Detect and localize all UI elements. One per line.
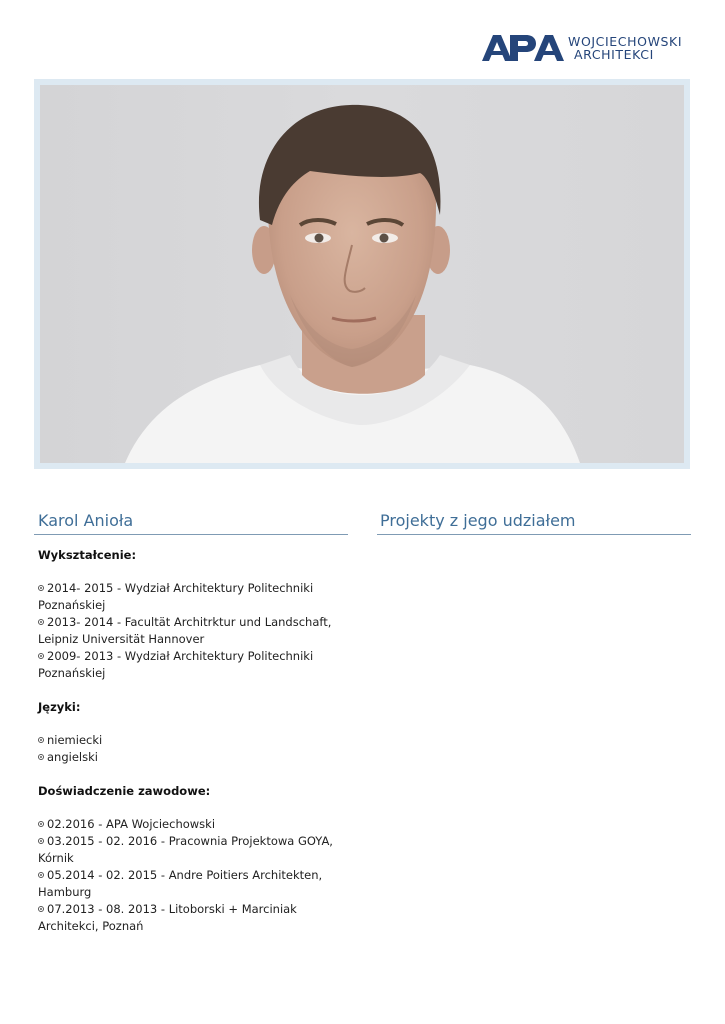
list-item: 2014- 2015 - Wydział Architektury Politechniki Poznańskiej <box>38 581 314 612</box>
projects-column <box>377 511 691 535</box>
experience-list <box>38 816 348 935</box>
languages-list <box>38 732 348 766</box>
bullet-icon <box>38 821 44 827</box>
bullet-icon <box>38 838 44 844</box>
person-name: Karol Anioła <box>34 511 348 535</box>
projects-heading: Projekty z jego udziałem <box>377 511 691 535</box>
list-item: 07.2013 - 08. 2013 - Litoborski + Marciniak Architekci, Poznań <box>38 902 297 933</box>
cv-column <box>38 511 348 935</box>
bullet-icon <box>38 737 44 743</box>
logo-line-1: WOJCIECHOWSKI <box>568 34 683 49</box>
bullet-icon <box>38 872 44 878</box>
education-title: Wykształcenie: <box>38 548 137 562</box>
experience-title: Doświadczenie zawodowe: <box>38 784 211 798</box>
bullet-icon <box>38 653 44 659</box>
portrait-frame <box>34 79 690 469</box>
list-item: 02.2016 - APA Wojciechowski <box>38 816 348 833</box>
apa-logo-mark <box>482 34 564 62</box>
bullet-icon <box>38 754 44 760</box>
list-item: angielski <box>38 749 348 766</box>
logo-line-2: ARCHITEKCI <box>574 47 654 62</box>
portrait-photo <box>40 85 684 463</box>
bullet-icon <box>38 585 44 591</box>
list-item: 03.2015 - 02. 2016 - Pracownia Projektowa GOYA, Kórnik <box>38 834 333 865</box>
list-item: 05.2014 - 02. 2015 - Andre Poitiers Architekten, Hamburg <box>38 868 323 899</box>
languages-title: Języki: <box>38 700 81 714</box>
list-item: niemiecki <box>38 732 348 749</box>
list-item: 2009- 2013 - Wydział Architektury Politechniki Poznańskiej <box>38 649 314 680</box>
company-logo <box>482 34 682 62</box>
bullet-icon <box>38 906 44 912</box>
education-list <box>38 580 348 682</box>
bullet-icon <box>38 619 44 625</box>
list-item: 2013- 2014 - Facultät Architrktur und Landschaft, Leipniz Universität Hannover <box>38 615 332 646</box>
